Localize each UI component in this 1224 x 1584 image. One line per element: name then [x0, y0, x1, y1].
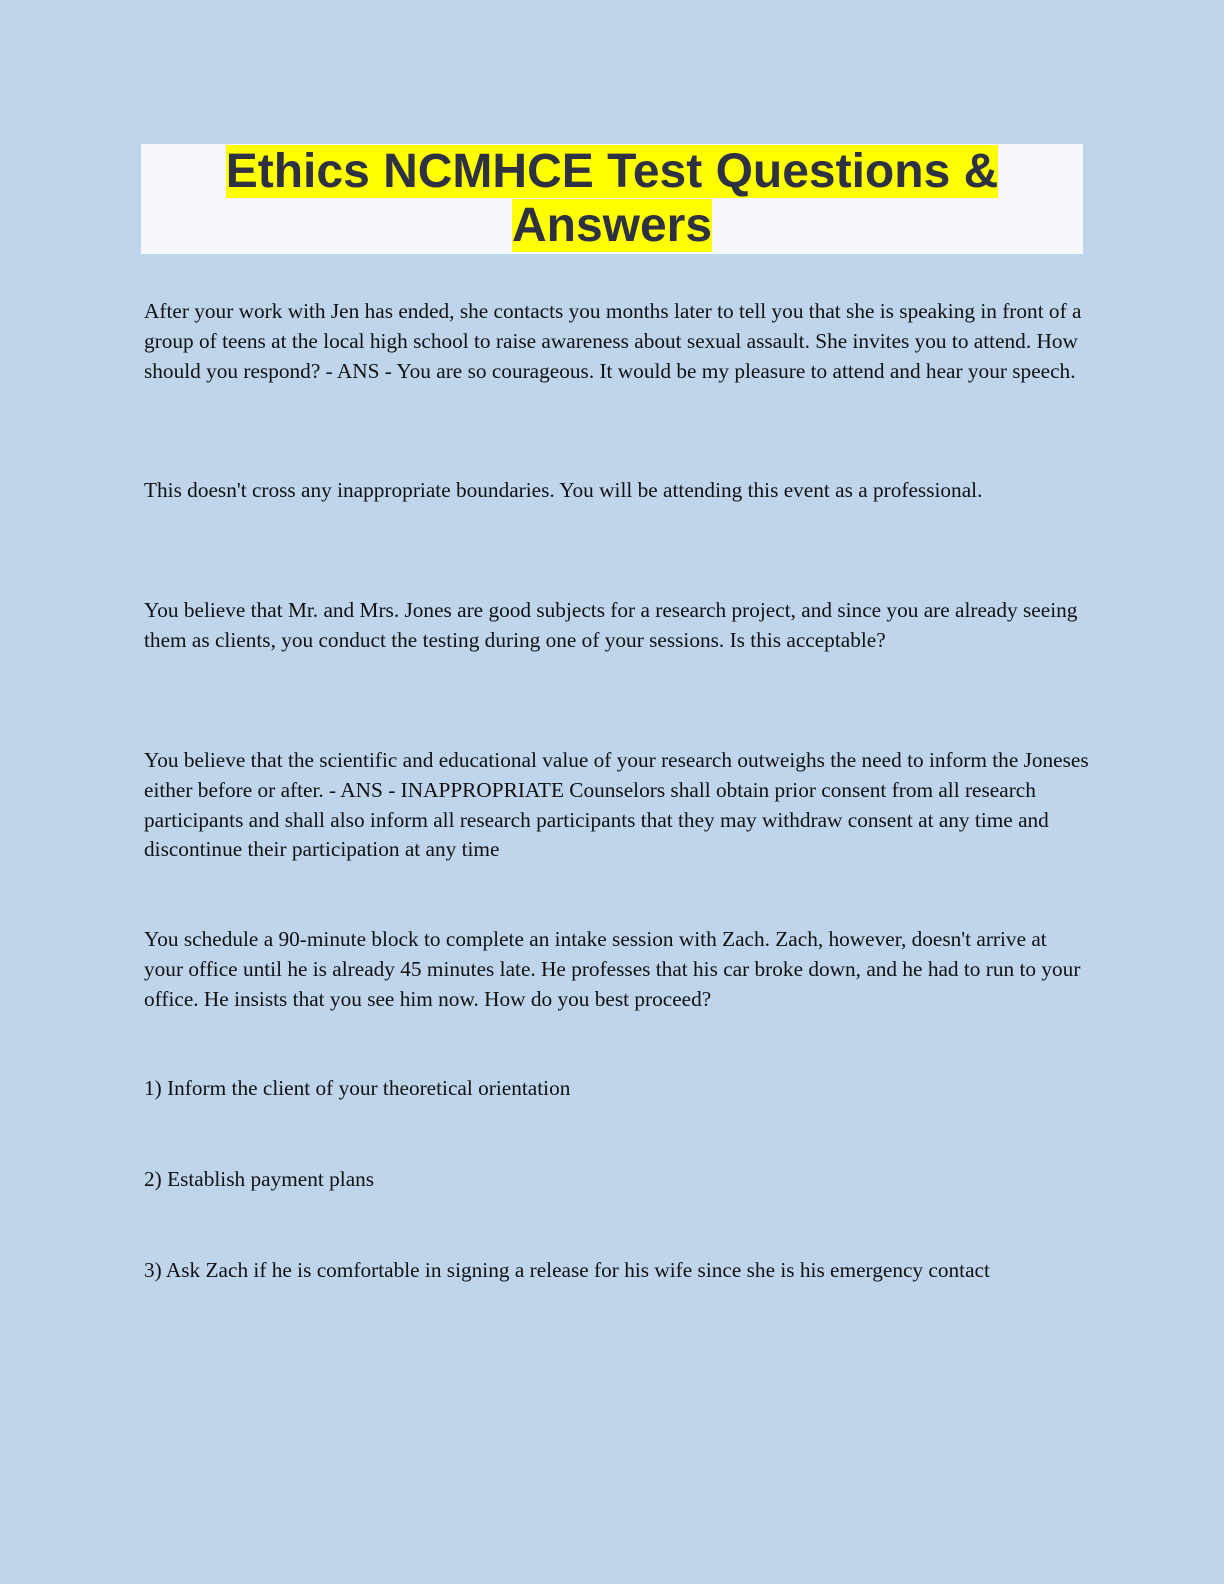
- title-box: [141, 144, 1083, 254]
- explanation-paragraph: This doesn't cross any inappropriate boundaries. You will be attending this event as a professional.: [144, 478, 983, 502]
- question-paragraph: You schedule a 90-minute block to complete an intake session with Zach. Zach, however, doesn't arrive at your office until he is already 45 minutes late. He professes that his car broke down, and he had to run to your office. He insists that you see him now. How do you best proceed?: [144, 927, 1081, 1011]
- list-item: 1) Inform the client of your theoretical orientation: [144, 1076, 571, 1100]
- question-paragraph: You believe that Mr. and Mrs. Jones are good subjects for a research project, and since you are already seeing them as clients, you conduct the testing during one of your sessions. Is this acceptable?: [144, 598, 1078, 652]
- document-title: [141, 144, 1083, 253]
- title-highlight: Ethics NCMHCE Test Questions & Answers: [225, 145, 999, 252]
- list-item: 2) Establish payment plans: [144, 1167, 375, 1191]
- question-paragraph: After your work with Jen has ended, she contacts you months later to tell you that she is speaking in front of a group of teens at the local high school to raise awareness about sexual assault. She invites you to attend. How should you respond? - ANS - You are so courageous. It would be my pleasure to attend and hear your speech.: [144, 299, 1082, 383]
- answer-paragraph: You believe that the scientific and educational value of your research outweighs the need to inform the Joneses either before or after. - ANS - INAPPROPRIATE Counselors shall obtain prior consent from all research participants and shall also inform all research participants that they may withdraw consent at any time and discontinue their participation at any time: [144, 748, 1089, 862]
- list-item: 3) Ask Zach if he is comfortable in signing a release for his wife since she is his emergency contact: [144, 1258, 990, 1282]
